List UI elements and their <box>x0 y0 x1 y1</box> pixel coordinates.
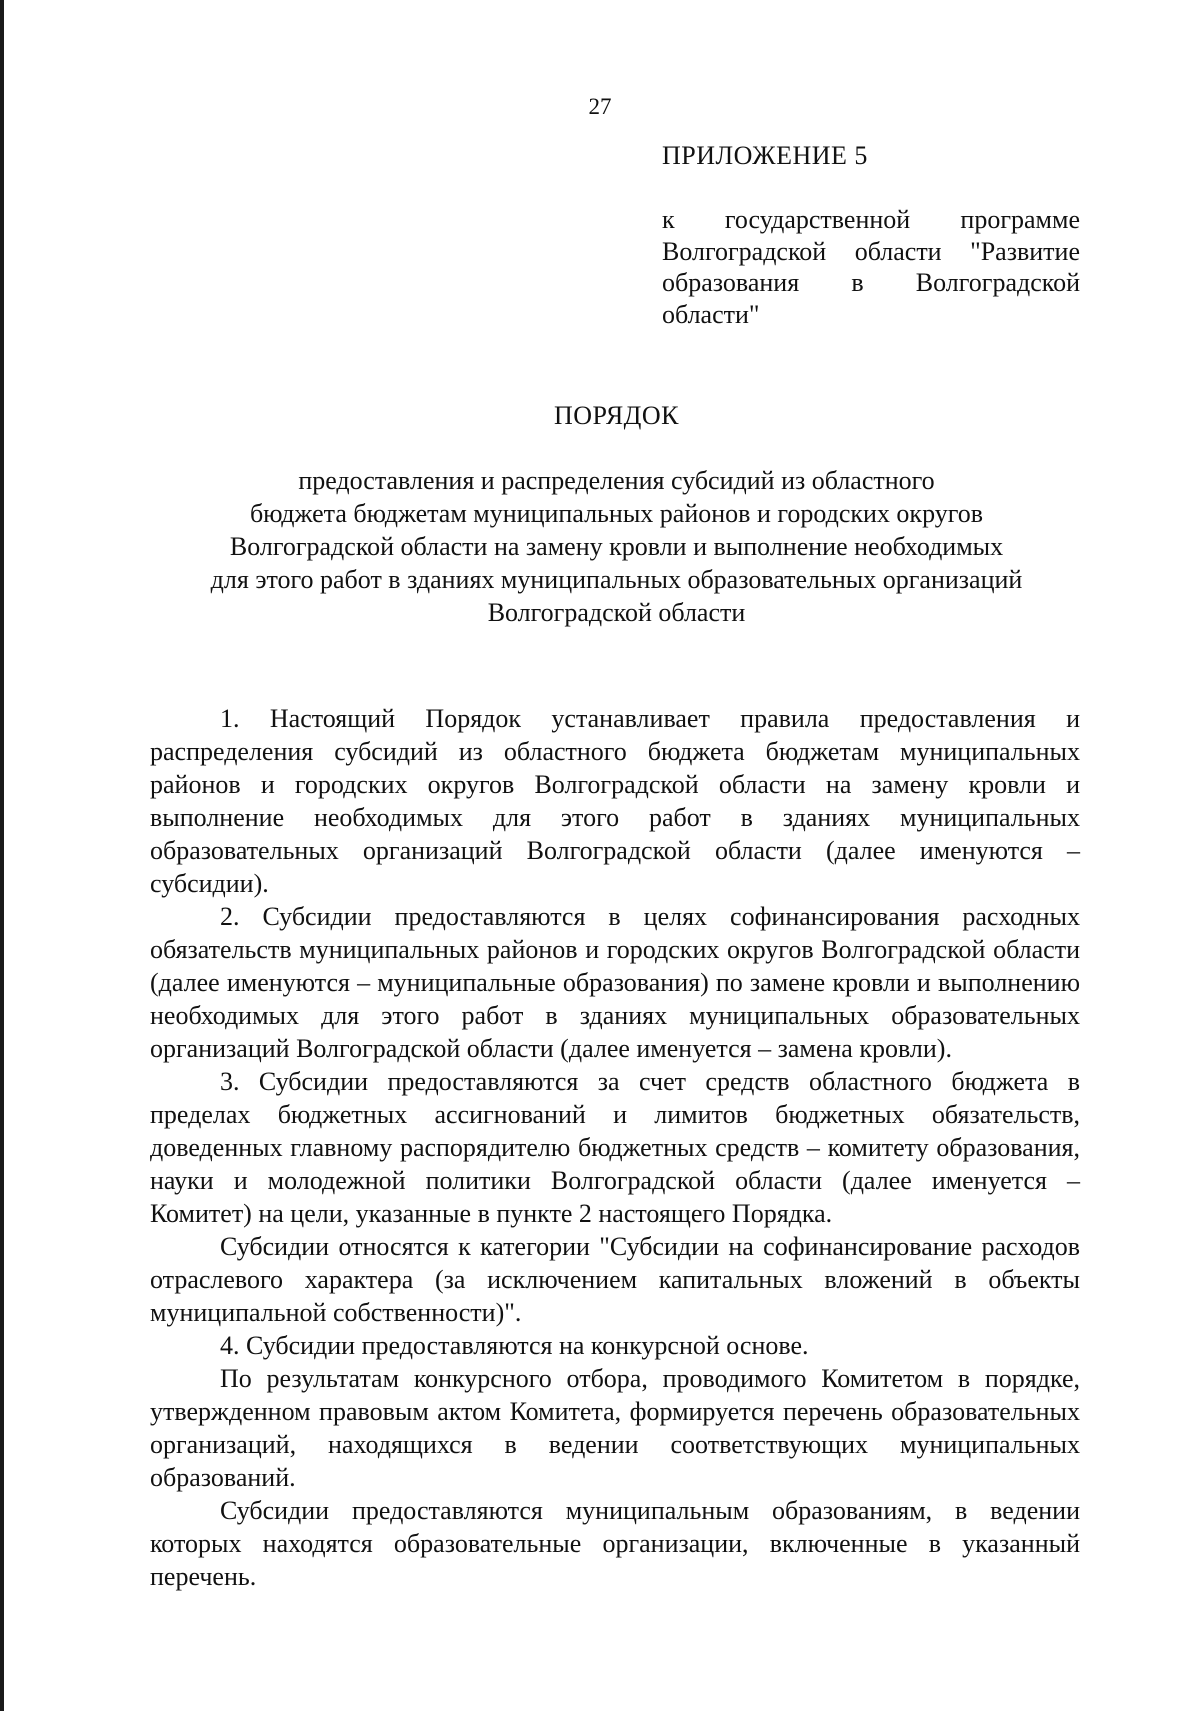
paragraph-2: 2. Субсидии предоставляются в целях софинансирования расходных обязательств муниципальных районов и городских округов Волгоградской области (далее именуются – муниципальные образования) по замене кровли и выполнению необходимых для этого работ в зданиях муниципальных образовательных организаций Волгоградской области (далее именуется – замена кровли). <box>150 902 1080 1063</box>
subtitle-line: предоставления и распределения субсидий из областного <box>298 466 935 495</box>
paragraph-4-selection: По результатам конкурсного отбора, проводимого Комитетом в порядке, утвержденном правовым актом Комитета, формируется перечень образовательных организаций, находящихся в ведении соответствующих муниципальных образований. <box>150 1364 1080 1492</box>
document-body <box>150 702 1080 1593</box>
subtitle-line: для этого работ в зданиях муниципальных образовательных организаций <box>210 565 1023 594</box>
document-title: ПОРЯДОК <box>553 401 680 430</box>
page-number: 27 <box>588 94 612 119</box>
paragraph-4: 4. Субсидии предоставляются на конкурсной основе. <box>220 1331 809 1360</box>
subtitle-line: Волгоградской области <box>487 598 746 627</box>
document-subtitle <box>150 464 1083 629</box>
appendix-reference: к государственной программе Волгоградской области "Развитие образования в Волгоградской области" <box>662 205 1080 329</box>
scan-edge-shadow <box>0 0 4 1711</box>
appendix-title: ПРИЛОЖЕНИЕ 5 <box>662 141 868 170</box>
paragraph-4-recipients: Субсидии предоставляются муниципальным образованиям, в ведении которых находятся образовательные организации, включенные в указанный перечень. <box>150 1496 1080 1591</box>
subtitle-line: Волгоградской области на замену кровли и выполнение необходимых <box>229 532 1004 561</box>
paragraph-3-category: Субсидии относятся к категории "Субсидии на софинансирование расходов отраслевого характера (за исключением капитальных вложений в объекты муниципальной собственности)". <box>150 1232 1080 1327</box>
paragraph-1: 1. Настоящий Порядок устанавливает правила предоставления и распределения субсидий из областного бюджета бюджетам муниципальных районов и городских округов Волгоградской области на замену кровли и выполнение необходимых для этого работ в зданиях муниципальных образовательных организаций Волгоградской области (далее именуются – субсидии). <box>150 704 1080 898</box>
paragraph-3: 3. Субсидии предоставляются за счет средств областного бюджета в пределах бюджетных ассигнований и лимитов бюджетных обязательств, доведенных главному распорядителю бюджетных средств – комитету образования, науки и молодежной политики Волгоградской области (далее именуется – Комитет) на цели, указанные в пункте 2 настоящего Порядка. <box>150 1067 1080 1228</box>
subtitle-line: бюджета бюджетам муниципальных районов и городских округов <box>249 499 984 528</box>
